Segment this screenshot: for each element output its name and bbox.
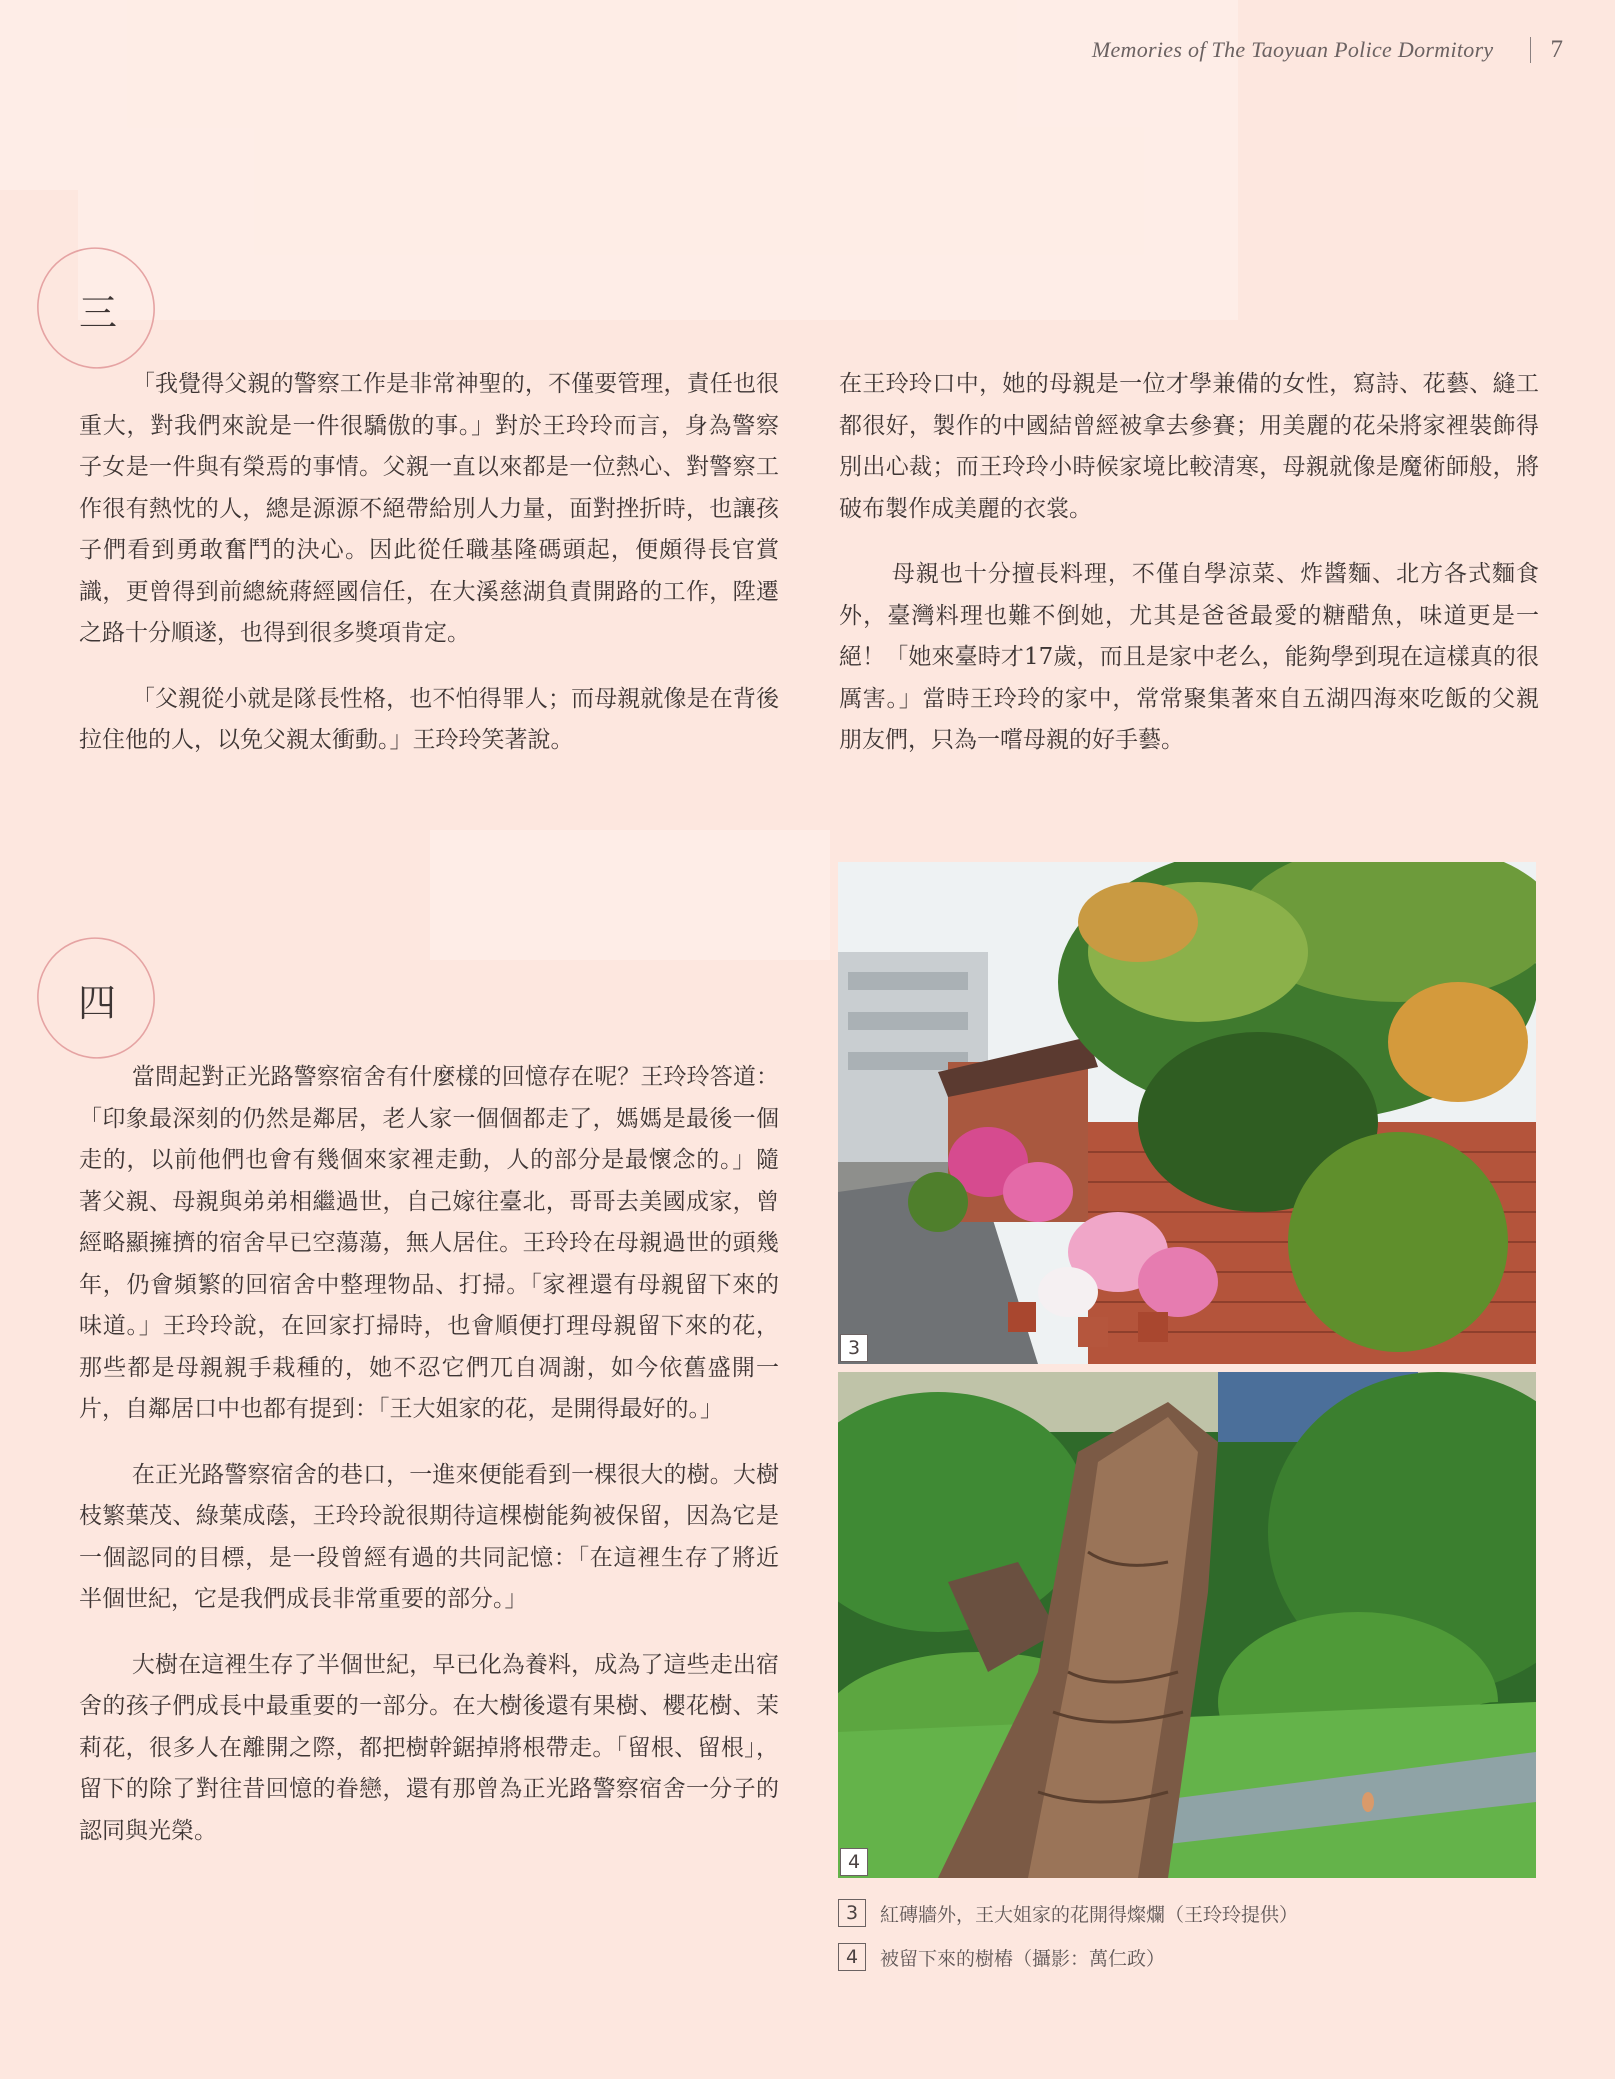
paragraph: 在正光路警察宿舍的巷口，一進來便能看到一棵很大的樹。大樹枝繁葉茂、綠葉成蔭，王玲玲說很期待這棵樹能夠被保留，因為它是一個認同的目標，是一段曾經有過的共同記憶：「在這裡生存了將近半個世紀，它是我們成長非常重要的部分。」 [79, 1461, 779, 1612]
photo-caption-4 [838, 1943, 1165, 1971]
section-number: 三 [79, 291, 118, 335]
section-4-text [79, 1057, 779, 1852]
caption-number-badge: 4 [838, 1943, 866, 1971]
page-number: 7 [1550, 36, 1563, 63]
paragraph: 「父親從小就是隊長性格，也不怕得罪人；而母親就像是在背後拉住他的人，以免父親太衝動。」王玲玲笑著說。 [79, 685, 779, 753]
photo-caption-3 [838, 1899, 1298, 1927]
background-panel-left [0, 0, 78, 190]
section-marker-4 [34, 936, 158, 1060]
background-panel-top [78, 0, 1238, 320]
caption-text: 紅磚牆外，王大姐家的花開得燦爛（王玲玲提供） [880, 1903, 1299, 1926]
flowers-brick-wall-image [838, 862, 1536, 1364]
header-title: Memories of The Taoyuan Police Dormitory [1091, 37, 1494, 62]
paragraph: 在王玲玲口中，她的母親是一位才學兼備的女性，寫詩、花藝、縫工都很好，製作的中國結曾經被拿去參賽；用美麗的花朵將家裡裝飾得別出心裁；而王玲玲小時候家境比較清寒，母親就像是魔術師般，將破布製作成美麗的衣裳。 [839, 371, 1539, 522]
paragraph: 大樹在這裡生存了半個世紀，早已化為養料，成為了這些走出宿舍的孩子們成長中最重要的一部分。在大樹後還有果樹、櫻花樹、茉莉花，很多人在離開之際，都把樹幹鋸掉將根帶走。「留根、留根」，留下的除了對往昔回憶的眷戀，還有那曾為正光路警察宿舍一分子的認同與光榮。 [79, 1651, 779, 1844]
photo-number-badge: 4 [840, 1848, 868, 1876]
photo-number-badge: 3 [840, 1334, 868, 1362]
page-header [1092, 32, 1563, 68]
photo-tree-stump [838, 1372, 1536, 1878]
right-column-text [839, 364, 1539, 762]
header-divider [1530, 37, 1531, 63]
photo-flowers-brick-wall [838, 862, 1536, 1364]
caption-number-badge: 3 [838, 1899, 866, 1927]
section-marker-3 [34, 246, 158, 370]
paragraph: 母親也十分擅長料理，不僅自學涼菜、炸醬麵、北方各式麵食外，臺灣料理也難不倒她，尤其是爸爸最愛的糖醋魚，味道更是一絕！「她來臺時才17歲，而且是家中老么，能夠學到現在這樣真的很厲害。」當時王玲玲的家中，常常聚集著來自五湖四海來吃飯的父親朋友們，只為一嚐母親的好手藝。 [839, 561, 1539, 753]
tree-stump-image [838, 1372, 1536, 1878]
paragraph: 當問起對正光路警察宿舍有什麼樣的回憶存在呢？王玲玲答道：「印象最深刻的仍然是鄰居，老人家一個個都走了，媽媽是最後一個走的，以前他們也會有幾個來家裡走動，人的部分是最懷念的。」隨著父親、母親與弟弟相繼過世，自己嫁往臺北，哥哥去美國成家，曾經略顯擁擠的宿舍早已空蕩蕩，無人居住。王玲玲在母親過世的頭幾年，仍會頻繁的回宿舍中整理物品、打掃。「家裡還有母親留下來的味道。」王玲玲說，在回家打掃時，也會順便打理母親留下來的花，那些都是母親親手栽種的，她不忍它們兀自凋謝，如今依舊盛開一片，自鄰居口中也都有提到：「王大姐家的花，是開得最好的。」 [79, 1064, 779, 1422]
background-panel-mid [430, 830, 830, 960]
section-number: 四 [78, 981, 117, 1025]
caption-text: 被留下來的樹樁（攝影：萬仁政） [880, 1947, 1166, 1970]
section-3-text [79, 364, 779, 762]
paragraph: 「我覺得父親的警察工作是非常神聖的，不僅要管理，責任也很重大，對我們來說是一件很驕傲的事。」對於王玲玲而言，身為警察子女是一件與有榮焉的事情。父親一直以來都是一位熱心、對警察工作很有熱忱的人，總是源源不絕帶給別人力量，面對挫折時，也讓孩子們看到勇敢奮鬥的決心。因此從任職基隆碼頭起，便頗得長官賞識，更曾得到前總統蔣經國信任，在大溪慈湖負責開路的工作，陞遷之路十分順遂，也得到很多獎項肯定。 [79, 371, 779, 646]
